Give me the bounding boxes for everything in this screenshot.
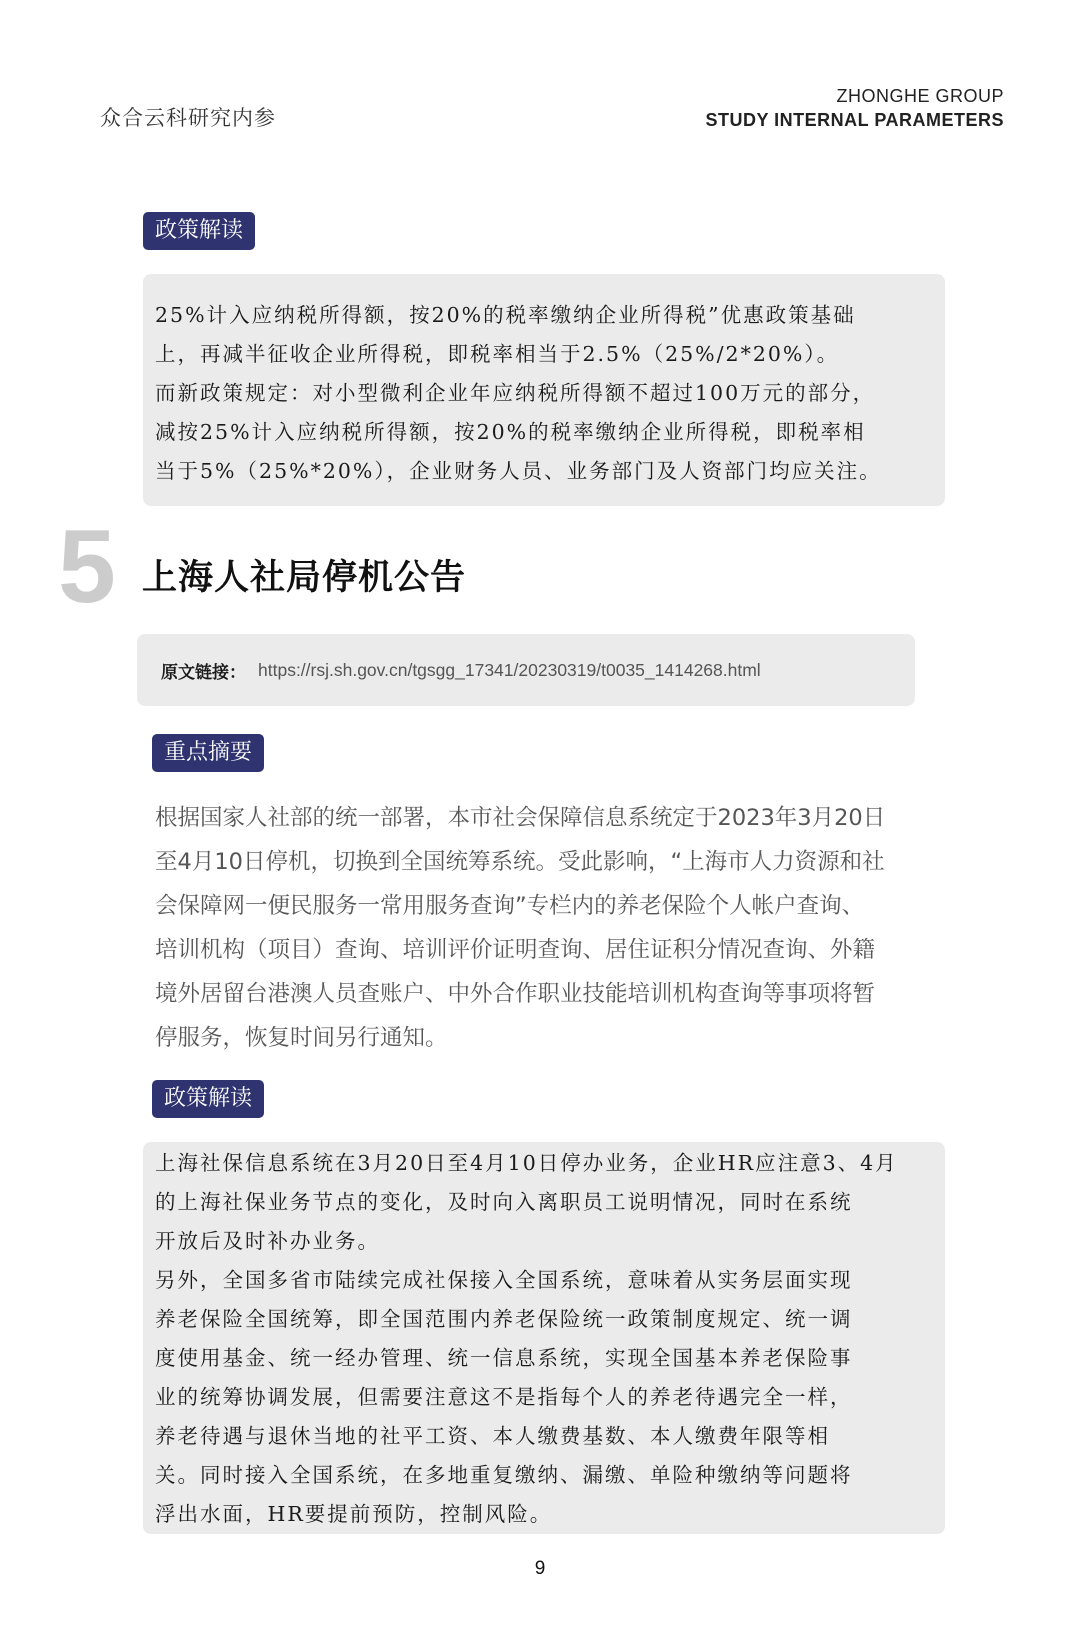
policy-line: 当于5%（25%*20%），企业财务人员、业务部门及人资部门均应关注。 <box>155 459 882 483</box>
policy-line: 开放后及时补办业务。 <box>155 1229 380 1253</box>
summary-line: 境外居留台港澳人员查账户、中外合作职业技能培训机构查询等事项将暂 <box>155 981 876 1007</box>
section-title: 上海人社局停机公告 <box>142 558 467 598</box>
policy-line: 减按25%计入应纳税所得额，按20%的税率缴纳企业所得税，即税率相 <box>155 420 866 444</box>
policy-line: 养老保险全国统筹，即全国范围内养老保险统一政策制度规定、统一调 <box>155 1307 853 1331</box>
policy-line: 另外，全国多省市陆续完成社保接入全国系统，意味着从实务层面实现 <box>155 1268 853 1292</box>
key-summary-text <box>155 796 915 1060</box>
summary-line: 至4月10日停机，切换到全国统筹系统。受此影响，“上海市人力资源和社 <box>155 849 885 875</box>
publication-title: 众合云科研究内参 <box>100 106 276 130</box>
source-link-label: 原文链接： <box>161 662 246 683</box>
section-number: 5 <box>58 509 116 625</box>
policy-interpretation-box <box>143 274 945 506</box>
policy-line: 度使用基金、统一经办管理、统一信息系统，实现全国基本养老保险事 <box>155 1346 853 1370</box>
brand-subtitle: STUDY INTERNAL PARAMETERS <box>705 110 1004 130</box>
summary-line: 会保障网一便民服务一常用服务查询”专栏内的养老保险个人帐户查询、 <box>155 893 865 919</box>
policy-line: 上，再减半征收企业所得税，即税率相当于2.5%（25%/2*20%）。 <box>155 342 840 366</box>
policy-line: 业的统筹协调发展，但需要注意这不是指每个人的养老待遇完全一样， <box>155 1385 853 1409</box>
page-number: 9 <box>534 1558 546 1579</box>
brand-header <box>705 86 1004 131</box>
source-link-url[interactable]: https://rsj.sh.gov.cn/tgsgg_17341/20230319/t0035_1414268.html <box>258 659 761 680</box>
policy-line: 25%计入应纳税所得额，按20%的税率缴纳企业所得税”优惠政策基础 <box>155 303 856 327</box>
policy-line: 浮出水面，HR要提前预防，控制风险。 <box>155 1502 553 1526</box>
policy-line: 上海社保信息系统在3月20日至4月10日停办业务，企业HR应注意3、4月 <box>155 1151 898 1175</box>
key-summary-tag: 重点摘要 <box>152 734 264 772</box>
policy-line: 关。同时接入全国系统，在多地重复缴纳、漏缴、单险种缴纳等问题将 <box>155 1463 853 1487</box>
policy-interpretation-box <box>143 1142 945 1534</box>
policy-interpretation-tag: 政策解读 <box>143 212 255 250</box>
brand-name: ZHONGHE GROUP <box>836 86 1004 106</box>
policy-line: 养老待遇与退休当地的社平工资、本人缴费基数、本人缴费年限等相 <box>155 1424 830 1448</box>
policy-line: 的上海社保业务节点的变化，及时向入离职员工说明情况，同时在系统 <box>155 1190 853 1214</box>
source-link-box <box>137 634 915 706</box>
policy-line: 而新政策规定：对小型微利企业年应纳税所得额不超过100万元的部分， <box>155 381 876 405</box>
summary-line: 根据国家人社部的统一部署，本市社会保障信息系统定于2023年3月20日 <box>155 805 886 831</box>
summary-line: 停服务，恢复时间另行通知。 <box>155 1025 448 1051</box>
summary-line: 培训机构（项目）查询、培训评价证明查询、居住证积分情况查询、外籍 <box>155 937 876 963</box>
policy-interpretation-tag: 政策解读 <box>152 1080 264 1118</box>
